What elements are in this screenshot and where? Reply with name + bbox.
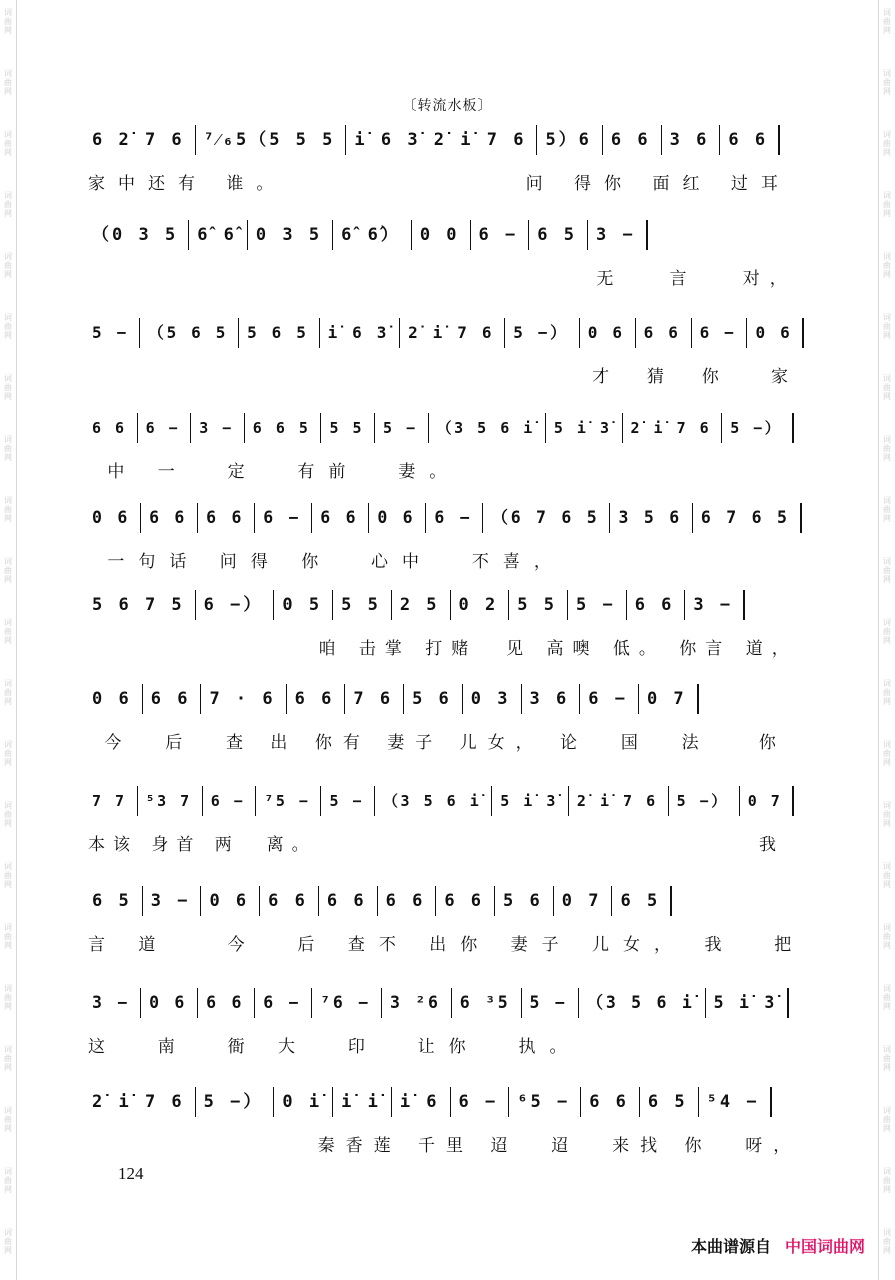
watermark-text: 词 曲 网 <box>883 984 891 1011</box>
measure: 5 − <box>568 590 627 620</box>
watermark-text: 词 曲 网 <box>4 130 12 157</box>
measure: i̇ 6 3̇ <box>320 318 401 348</box>
notation-line <box>88 786 808 816</box>
measure: 6 5 <box>612 886 672 916</box>
measure: 0 2 <box>451 590 510 620</box>
measure: 6 − <box>203 786 257 816</box>
measure: 2̇ i̇ 7 6 <box>623 413 723 443</box>
measure: 6 − <box>138 413 192 443</box>
measure: 3 − <box>88 988 141 1018</box>
measure: 5 i̇ 3̇ <box>492 786 569 816</box>
watermark-text: 词 曲 网 <box>883 801 891 828</box>
watermark-text: 词 曲 网 <box>883 69 891 96</box>
measure: （3 5 6 i̇ <box>429 413 546 443</box>
measure: 6 − <box>255 503 312 533</box>
lyric-line: 无 言 对， <box>88 269 797 289</box>
measure: 0 3 <box>463 684 522 714</box>
watermark-text: 词 曲 网 <box>883 1045 891 1072</box>
lyric-line: 这 南 衙 大 印 让你 执。 <box>88 1037 581 1057</box>
notation-line <box>88 684 808 714</box>
measure: 3 6 <box>522 684 581 714</box>
measure: ⁵4 − <box>699 1087 772 1117</box>
lyric-line: 中 一 定 有前 妻。 <box>88 462 461 482</box>
measure: 0 7 <box>639 684 699 714</box>
lyric-line: 咱 击掌 打赌 见 高噢 低。 你言 道， <box>88 639 798 659</box>
notation-line <box>88 413 808 443</box>
watermark-text: 词 曲 网 <box>883 618 891 645</box>
measure: 0 7 <box>740 786 795 816</box>
page-number: 124 <box>118 1164 144 1183</box>
watermark-text: 词 曲 网 <box>4 191 12 218</box>
watermark-text: 词 曲 网 <box>883 8 891 35</box>
measure: 3 5 6 <box>610 503 692 533</box>
measure: ⁵3 7 <box>138 786 203 816</box>
watermark-text: 词 曲 网 <box>4 740 12 767</box>
measure: i̇ 6 3̇ 2̇ i̇ 7 6 <box>346 125 537 155</box>
measure: 5 − <box>522 988 579 1018</box>
watermark-text: 词 曲 网 <box>4 862 12 889</box>
measure: 5 − <box>375 413 429 443</box>
watermark-text: 词 曲 网 <box>883 862 891 889</box>
measure: （6 7 6 5 <box>483 503 610 533</box>
measure: 7 · 6 <box>201 684 286 714</box>
watermark-text: 词 曲 网 <box>883 679 891 706</box>
measure: 6 6 <box>141 503 198 533</box>
measure: 6 − <box>451 1087 510 1117</box>
measure: 2̇ i̇ 7 6 <box>400 318 505 348</box>
measure: 6 7 6 5 <box>693 503 802 533</box>
measure: 5 − <box>88 318 140 348</box>
watermark-text: 词 曲 网 <box>883 496 891 523</box>
watermark-text: 词 曲 网 <box>883 557 891 584</box>
notation-line <box>88 590 808 620</box>
measure: ⁷6 − <box>312 988 382 1018</box>
measure: 5 6 <box>495 886 554 916</box>
watermark-text: 词 曲 网 <box>883 191 891 218</box>
measure: 6 6 <box>627 590 686 620</box>
watermark-text: 词 曲 网 <box>4 984 12 1011</box>
measure: 6 6 <box>581 1087 640 1117</box>
measure: 6 ³5 <box>452 988 522 1018</box>
measure: 3 − <box>191 413 245 443</box>
measure: 5 i̇ 3̇ <box>546 413 623 443</box>
watermark-text: 词 曲 网 <box>4 496 12 523</box>
watermark-text: 词 曲 网 <box>4 1167 12 1194</box>
measure: 7 6 <box>345 684 404 714</box>
source-brand: 中国词曲网 <box>784 1237 865 1256</box>
measure: 6 6 <box>143 684 202 714</box>
watermark-text: 词 曲 网 <box>4 435 12 462</box>
measure: 5 5 <box>333 590 392 620</box>
measure: 5 −） <box>722 413 794 443</box>
notation-line <box>88 125 808 155</box>
measure: （5 6 5 <box>140 318 239 348</box>
measure: 6 6 <box>636 318 692 348</box>
measure: 6 6 <box>378 886 437 916</box>
watermark-text: 词 曲 网 <box>4 374 12 401</box>
watermark-text: 词 曲 网 <box>883 252 891 279</box>
measure: 6 6 <box>319 886 378 916</box>
measure: （3 5 6 i̇ <box>375 786 492 816</box>
measure: i̇ i̇ <box>333 1087 392 1117</box>
watermark-text: 词 曲 网 <box>883 923 891 950</box>
watermark-text: 词 曲 网 <box>4 8 12 35</box>
measure: 5 −） <box>196 1087 275 1117</box>
measure: 6 6 <box>260 886 319 916</box>
lyric-line: 今 后 查 出 你有 妻子 儿女， 论 国 法 你 <box>88 733 787 753</box>
measure: 5 −） <box>669 786 740 816</box>
measure: 5 6 <box>404 684 463 714</box>
watermark-text: 词 曲 网 <box>883 1106 891 1133</box>
watermark-text: 词 曲 网 <box>4 252 12 279</box>
watermark-text: 词 曲 网 <box>883 130 891 157</box>
measure: 6 5 <box>88 886 143 916</box>
watermark-text: 词 曲 网 <box>4 557 12 584</box>
notation-line <box>88 220 808 250</box>
measure: 6 − <box>255 988 312 1018</box>
measure: 0 6 <box>201 886 260 916</box>
notation-line <box>88 318 808 348</box>
lyric-line: 一句话 问得 你 心中 不喜， <box>88 552 565 572</box>
notation-line <box>88 988 808 1018</box>
measure: 3 − <box>143 886 202 916</box>
lyric-line: 秦香莲 千里 迢 迢 来找 你 呀， <box>88 1136 802 1156</box>
measure: 6 6 <box>287 684 346 714</box>
source-credit <box>691 1234 865 1257</box>
measure: 0 6 <box>88 684 143 714</box>
watermark-text: 词 曲 网 <box>4 801 12 828</box>
watermark-text: 词 曲 网 <box>4 1045 12 1072</box>
watermark-text: 词 曲 网 <box>4 69 12 96</box>
measure: 6 − <box>426 503 483 533</box>
measure: 5 5 <box>321 413 375 443</box>
measure: 5 − <box>321 786 375 816</box>
measure: 3 − <box>588 220 648 250</box>
watermark-text: 词 曲 网 <box>4 679 12 706</box>
watermark-text: 词 曲 网 <box>883 313 891 340</box>
measure: 6 5 <box>529 220 588 250</box>
watermark-text: 词 曲 网 <box>883 374 891 401</box>
measure: 0 0 <box>412 220 471 250</box>
measure: 0 i̇ <box>274 1087 333 1117</box>
lyric-line: 本该 身首 两 离。 我 <box>88 835 784 855</box>
measure: 5 6 5 <box>239 318 320 348</box>
watermark-text: 词 曲 网 <box>4 618 12 645</box>
measure: ⁷5 − <box>256 786 321 816</box>
measure: 6 6 <box>312 503 369 533</box>
left-watermark-strip <box>0 0 17 1280</box>
tempo-marking: 〔转流水板〕 <box>402 98 493 114</box>
measure: 2̇ i̇ 7 6 <box>569 786 669 816</box>
measure: 6 6 <box>198 503 255 533</box>
measure: 0 3 5 <box>248 220 333 250</box>
measure: 7 7 <box>88 786 138 816</box>
measure: ⁶5 − <box>509 1087 581 1117</box>
measure: 6 − <box>471 220 530 250</box>
right-watermark-strip <box>878 0 895 1280</box>
measure: （3 5 6 i̇ <box>579 988 706 1018</box>
measure: 6 6 <box>720 125 780 155</box>
measure: 6̂ 6̂） <box>333 220 412 250</box>
measure: 6 6 <box>603 125 662 155</box>
measure: 5 5 <box>509 590 568 620</box>
measure: 5 6 7 5 <box>88 590 196 620</box>
lyric-line: 才 猜 你 家 <box>88 367 797 387</box>
measure: 5 −） <box>505 318 580 348</box>
measure: 2̇ i̇ 7 6 <box>88 1087 196 1117</box>
measure: 3 6 <box>662 125 721 155</box>
measure: 6 5 <box>640 1087 699 1117</box>
measure: 3 − <box>685 590 745 620</box>
measure: 0 5 <box>274 590 333 620</box>
notation-line <box>88 503 808 533</box>
measure: 0 6 <box>580 318 636 348</box>
watermark-text: 词 曲 网 <box>4 313 12 340</box>
measure: 6 6 <box>198 988 255 1018</box>
measure: i̇ 6 <box>392 1087 451 1117</box>
notation-line <box>88 1087 808 1117</box>
watermark-text: 词 曲 网 <box>883 1228 891 1255</box>
measure: 6 2̇ 7 6 <box>88 125 196 155</box>
source-note: 本曲谱源自 <box>690 1237 771 1256</box>
measure: 6 −） <box>196 590 275 620</box>
lyric-line: 言 道 今 后 查不 出你 妻子 儿女， 我 把 <box>88 935 806 955</box>
measure: 5）6 <box>537 125 602 155</box>
measure: 0 6 <box>141 988 198 1018</box>
measure: 0 6 <box>369 503 426 533</box>
measure: 6 6 5 <box>245 413 322 443</box>
watermark-text: 词 曲 网 <box>4 1106 12 1133</box>
watermark-text: 词 曲 网 <box>883 435 891 462</box>
measure: 5 i̇ 3̇ <box>706 988 789 1018</box>
measure: 6̂ 6̂ <box>189 220 248 250</box>
measure: （0 3 5 <box>88 220 189 250</box>
measure: ⁷⁄₆5（5 5 5 <box>196 125 347 155</box>
measure: 6 6 <box>88 413 138 443</box>
watermark-text: 词 曲 网 <box>883 1167 891 1194</box>
measure: 0 6 <box>88 503 141 533</box>
measure: 2 5 <box>392 590 451 620</box>
measure: 3 ²6 <box>382 988 452 1018</box>
measure: 6 − <box>692 318 748 348</box>
watermark-text: 词 曲 网 <box>4 923 12 950</box>
watermark-text: 词 曲 网 <box>883 740 891 767</box>
measure: 6 − <box>580 684 639 714</box>
watermark-text: 词 曲 网 <box>4 1228 12 1255</box>
lyric-line: 家中还有 谁。 问 得你 面红 过耳 <box>88 174 791 194</box>
measure: 0 7 <box>554 886 613 916</box>
measure: 6 6 <box>436 886 495 916</box>
measure: 0 6 <box>747 318 804 348</box>
notation-line <box>88 886 808 916</box>
